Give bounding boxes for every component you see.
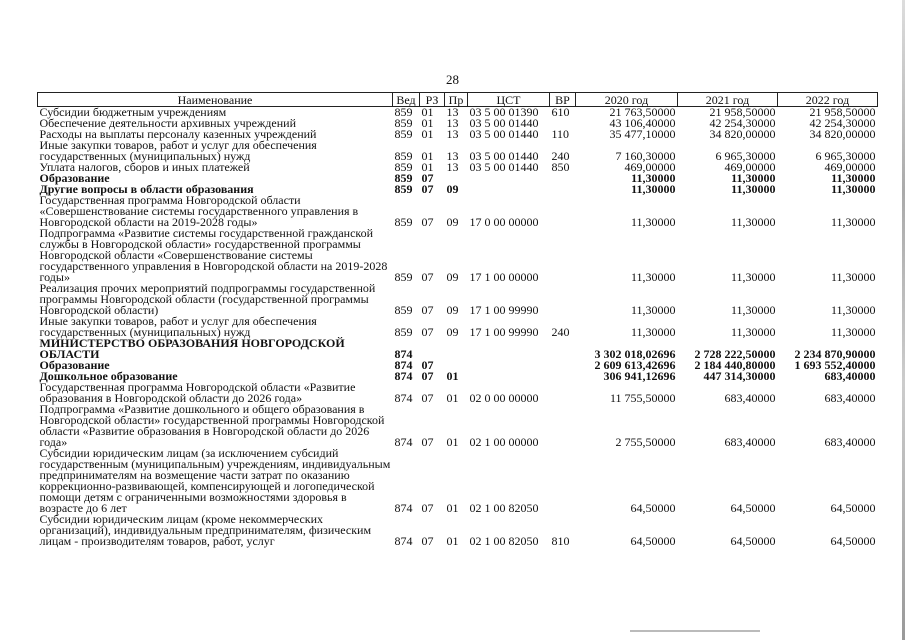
- cell-2020: 21 763,50000: [609, 105, 676, 119]
- cell-name: Образование: [39, 358, 110, 372]
- cell-vr: [550, 283, 576, 316]
- cell-name: Субсидии юридическим лицам (кроме некоммерческих организаций), индивидуальным предпринимателям, физическим лицам - производителям товаров, работ, услуг: [39, 512, 372, 548]
- cell-pr: 01: [446, 501, 459, 515]
- cell-rz: 01: [421, 127, 434, 141]
- header-2022: 2022 год: [778, 93, 878, 107]
- cell-2021: 2 728 222,50000: [694, 347, 776, 361]
- cell-rz: 07: [421, 182, 434, 196]
- cell-cst: [468, 184, 550, 195]
- cell-name: Расходы на выплаты персоналу казенных учреждений: [39, 127, 317, 141]
- cell-name: Реализация прочих мероприятий подпрограммы государственной программы Новгородской области (государственной программы Новгородской области): [39, 281, 376, 317]
- cell-vr: [550, 184, 576, 195]
- cell-2021: 11,30000: [730, 215, 776, 229]
- cell-ved: 859: [394, 270, 413, 284]
- cell-ved: 859: [394, 127, 413, 141]
- header-ved: Вед: [393, 93, 420, 107]
- cell-pr: 01: [446, 435, 459, 449]
- cell-2021: 11,30000: [730, 303, 776, 317]
- cell-vr: [550, 404, 576, 448]
- header-cst: ЦСТ: [468, 93, 550, 107]
- header-2020: 2020 год: [576, 93, 678, 107]
- cell-cst: [468, 173, 550, 184]
- page-number: 28: [446, 72, 459, 87]
- cell-2020: 11,30000: [630, 270, 676, 284]
- cell-vr: [550, 195, 576, 228]
- cell-ved: 874: [394, 435, 413, 449]
- cell-name: Иные закупки товаров, работ и услуг для обеспечения государственных (муниципальных) нужд: [39, 138, 317, 163]
- cell-2020: 11,30000: [631, 171, 676, 185]
- cell-2021: 11,30000: [731, 171, 776, 185]
- cell-rz: 07: [421, 435, 434, 449]
- cell-2021: 64,50000: [730, 501, 776, 515]
- cell-pr: 09: [446, 325, 459, 339]
- table-row: [38, 283, 878, 316]
- cell-pr: 13: [446, 127, 459, 141]
- table-row: [38, 338, 878, 360]
- cell-pr: 01: [446, 534, 459, 548]
- cell-2022: 34 820,00000: [809, 127, 876, 141]
- cell-2022: 6 965,30000: [815, 149, 876, 163]
- cell-2022: 11,30000: [831, 171, 876, 185]
- cell-vr: [550, 338, 576, 360]
- cell-rz: [420, 338, 445, 360]
- cell-2022: 21 958,50000: [809, 105, 876, 119]
- scan-mark-artifact: [630, 630, 760, 632]
- cell-cst: 03 5 00 01390: [469, 105, 539, 119]
- table-row: [38, 316, 878, 338]
- header-name: Наименование: [38, 93, 393, 107]
- cell-2022: 11,30000: [830, 270, 876, 284]
- cell-2020: 11,30000: [631, 182, 676, 196]
- cell-rz: 07: [421, 303, 434, 317]
- header-2021: 2021 год: [678, 93, 778, 107]
- cell-2021: 683,40000: [724, 435, 776, 449]
- cell-2020: 306 941,12696: [603, 369, 676, 383]
- cell-cst: 17 0 00 00000: [469, 215, 539, 229]
- cell-rz: 07: [421, 171, 434, 185]
- cell-name: Подпрограмма «Развитие системы государственной гражданской службы в Новгородской области» государственной программы Новгородской области «Совершенствование системы государственного управления в Новгородской области на 2019-2028 годы»: [39, 226, 388, 284]
- cell-pr: 09: [446, 182, 459, 196]
- cell-vr: 810: [551, 534, 570, 548]
- cell-pr: 01: [446, 391, 459, 405]
- cell-rz: 07: [421, 325, 434, 339]
- table-row: [38, 382, 878, 404]
- table-body: [38, 107, 878, 548]
- cell-vr: [550, 448, 576, 514]
- cell-rz: 07: [421, 270, 434, 284]
- cell-cst: 02 1 00 82050: [469, 534, 539, 548]
- cell-rz: 07: [421, 215, 434, 229]
- cell-2020: 2 609 613,42696: [594, 358, 676, 372]
- cell-2020: 64,50000: [630, 534, 676, 548]
- cell-2021: 2 184 440,80000: [694, 358, 776, 372]
- cell-2020: 11,30000: [630, 303, 676, 317]
- cell-cst: 17 1 00 00000: [469, 270, 539, 284]
- cell-vr: [550, 360, 576, 371]
- cell-name: Уплата налогов, сборов и иных платежей: [39, 160, 250, 174]
- cell-2022: 64,50000: [830, 534, 876, 548]
- cell-name: Образование: [39, 171, 110, 185]
- cell-rz: 01: [421, 160, 434, 174]
- cell-2021: 683,40000: [724, 391, 776, 405]
- cell-name: Государственная программа Новгородской области «Совершенствование системы государственного управления в Новгородской области на 2019-2028 годы»: [39, 193, 359, 229]
- table-row: [38, 228, 878, 283]
- cell-2022: 2 234 870,90000: [794, 347, 876, 361]
- cell-cst: 17 1 00 99990: [469, 325, 539, 339]
- cell-vr: 610: [551, 105, 570, 119]
- cell-ved: 859: [394, 105, 413, 119]
- header-rz: РЗ: [420, 93, 445, 107]
- cell-rz: 01: [421, 105, 434, 119]
- cell-ved: 859: [394, 171, 413, 185]
- cell-ved: 874: [394, 369, 413, 383]
- cell-2021: 64,50000: [730, 534, 776, 548]
- cell-2022: 64,50000: [830, 501, 876, 515]
- cell-pr: 09: [446, 270, 459, 284]
- cell-rz: 01: [421, 149, 434, 163]
- cell-2021: 6 965,30000: [715, 149, 776, 163]
- cell-cst: 02 1 00 00000: [469, 435, 539, 449]
- cell-ved: 874: [394, 347, 413, 361]
- cell-vr: [550, 382, 576, 404]
- cell-cst: 03 5 00 01440: [469, 127, 539, 141]
- cell-cst: 03 5 00 01440: [469, 116, 539, 130]
- cell-2020: 11 755,50000: [609, 391, 676, 405]
- cell-cst: [468, 371, 550, 382]
- table-row: [38, 404, 878, 448]
- cell-2020: 35 477,10000: [609, 127, 676, 141]
- cell-2020: 11,30000: [630, 215, 676, 229]
- cell-ved: 859: [394, 182, 413, 196]
- cell-2021: 11,30000: [730, 270, 776, 284]
- cell-rz: 07: [421, 358, 434, 372]
- cell-rz: 07: [421, 369, 434, 383]
- cell-2022: 469,00000: [824, 160, 876, 174]
- cell-2020: 2 755,50000: [615, 435, 676, 449]
- cell-name: Государственная программа Новгородской области «Развитие образования в Новгородской области до 2026 года»: [39, 380, 356, 405]
- cell-2021: 34 820,00000: [709, 127, 776, 141]
- cell-2020: 3 302 018,02696: [594, 347, 676, 361]
- cell-ved: 859: [394, 160, 413, 174]
- cell-ved: 859: [394, 116, 413, 130]
- cell-pr: 13: [446, 105, 459, 119]
- cell-ved: 859: [394, 149, 413, 163]
- cell-2021: 42 254,30000: [709, 116, 776, 130]
- cell-2020: 64,50000: [630, 501, 676, 515]
- cell-2020: 11,30000: [630, 325, 676, 339]
- cell-rz: 07: [421, 391, 434, 405]
- cell-ved: 859: [394, 303, 413, 317]
- cell-2021: 21 958,50000: [709, 105, 776, 119]
- cell-cst: [468, 338, 550, 360]
- cell-pr: 01: [446, 369, 459, 383]
- cell-name: Субсидии юридическим лицам (за исключением субсидий государственным (муниципальным) учреждениям, индивидуальным предпринимателям на возмещение части затрат по оказанию коррекционно-развивающей, компенсирующей и логопедической помощи детям с ограниченными возможностями здоровья в возрасте до 6 лет: [39, 446, 391, 515]
- cell-ved: 874: [394, 358, 413, 372]
- cell-2021: 469,00000: [724, 160, 776, 174]
- cell-name: Дошкольное образование: [39, 369, 178, 383]
- cell-vr: 850: [551, 160, 570, 174]
- cell-name: Субсидии бюджетным учреждениям: [39, 105, 227, 119]
- cell-pr: 13: [446, 149, 459, 163]
- budget-table: [37, 92, 878, 547]
- cell-rz: 01: [421, 116, 434, 130]
- cell-ved: 874: [394, 501, 413, 515]
- cell-ved: 859: [394, 215, 413, 229]
- table-row: [38, 195, 878, 228]
- cell-2022: 11,30000: [831, 182, 876, 196]
- table-row: [38, 514, 878, 547]
- cell-2022: 1 693 552,40000: [794, 358, 876, 372]
- cell-2020: 7 160,30000: [615, 149, 676, 163]
- cell-2021: 447 314,30000: [703, 369, 776, 383]
- cell-vr: [550, 173, 576, 184]
- cell-pr: 09: [446, 303, 459, 317]
- cell-pr: 13: [446, 116, 459, 130]
- cell-rz: 07: [421, 534, 434, 548]
- cell-rz: 07: [421, 501, 434, 515]
- cell-2022: 683,40000: [824, 435, 876, 449]
- cell-vr: [550, 228, 576, 283]
- cell-2020: 43 106,40000: [609, 116, 676, 130]
- cell-2022: 11,30000: [830, 215, 876, 229]
- cell-vr: 240: [551, 149, 570, 163]
- cell-2022: 11,30000: [830, 303, 876, 317]
- cell-name: Другие вопросы в области образования: [39, 182, 254, 196]
- cell-2021: 11,30000: [731, 182, 776, 196]
- cell-vr: 240: [551, 325, 570, 339]
- cell-2022: 683,40000: [824, 369, 876, 383]
- cell-cst: 02 1 00 82050: [469, 501, 539, 515]
- cell-vr: [550, 371, 576, 382]
- table-row: [38, 140, 878, 162]
- cell-ved: 859: [394, 325, 413, 339]
- header-vr: ВР: [550, 93, 576, 107]
- cell-vr: 110: [551, 127, 570, 141]
- cell-cst: 17 1 00 99990: [469, 303, 539, 317]
- cell-ved: 874: [394, 534, 413, 548]
- cell-2020: 469,00000: [624, 160, 676, 174]
- cell-cst: [468, 360, 550, 371]
- cell-2022: 42 254,30000: [809, 116, 876, 130]
- cell-2022: 11,30000: [830, 325, 876, 339]
- cell-pr: 09: [446, 215, 459, 229]
- cell-2021: 11,30000: [730, 325, 776, 339]
- cell-cst: 03 5 00 01440: [469, 149, 539, 163]
- cell-2022: 683,40000: [824, 391, 876, 405]
- cell-name: МИНИСТЕРСТВО ОБРАЗОВАНИЯ НОВГОРОДСКОЙ ОБЛАСТИ: [39, 336, 345, 361]
- cell-name: Иные закупки товаров, работ и услуг для обеспечения государственных (муниципальных) нужд: [39, 314, 317, 339]
- cell-name: Обеспечение деятельности архивных учреждений: [39, 116, 296, 130]
- cell-ved: 874: [394, 391, 413, 405]
- cell-name: Подпрограмма «Развитие дошкольного и общего образования в Новгородской области» государственной программы Новгородской области «Развитие образования в Новгородской области до 2026 года»: [39, 402, 385, 449]
- cell-cst: 03 5 00 01440: [469, 160, 539, 174]
- cell-pr: [445, 338, 468, 360]
- header-pr: Пр: [445, 93, 468, 107]
- cell-pr: 13: [446, 160, 459, 174]
- cell-cst: 02 0 00 00000: [469, 391, 539, 405]
- table-row: [38, 448, 878, 514]
